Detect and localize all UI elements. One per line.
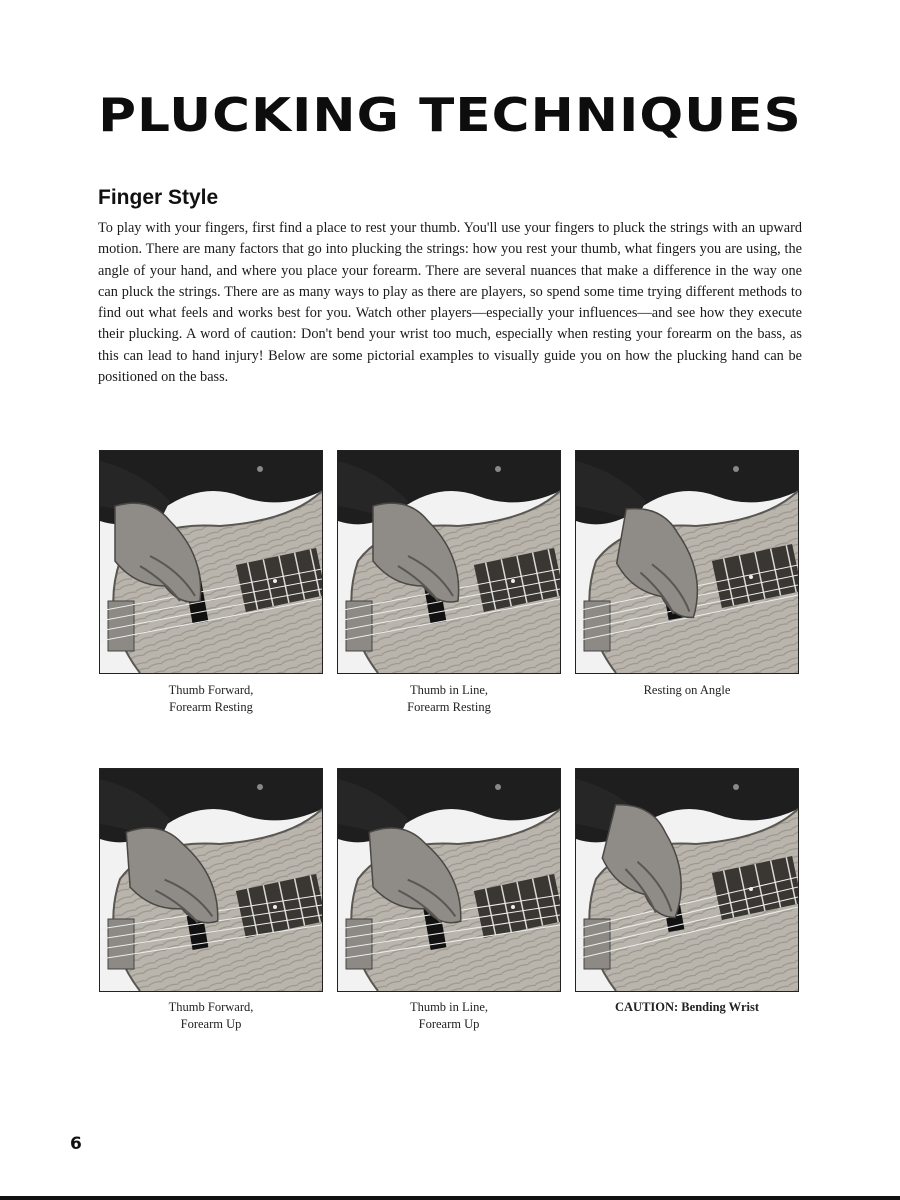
photo-resting-on-angle — [575, 450, 799, 674]
bass-photo-illustration — [338, 451, 560, 673]
section-heading: Finger Style — [98, 186, 219, 209]
photo-thumb-forward-forearm-resting — [99, 450, 323, 674]
bass-photo-illustration — [576, 769, 798, 991]
caption-line: Thumb in Line, — [409, 683, 489, 697]
photo-thumb-forward-forearm-up — [99, 768, 323, 992]
page-number: 6 — [70, 1134, 82, 1154]
caption-thumb-in-line-forearm-up — [337, 999, 561, 1033]
bottom-rule — [0, 1196, 900, 1200]
page-title: PLUCKING TECHNIQUES — [98, 88, 802, 142]
bass-photo-illustration — [100, 769, 322, 991]
caption-thumb-in-line-forearm-resting — [337, 682, 561, 716]
body-paragraph: To play with your fingers, first find a place to rest your thumb. You'll use your fingers to pluck the strings with an upward motion. There are many factors that go into plucking the strings: how you rest your thumb, what fingers you are using, the angle of your hand, and where you place your forearm. There are several nuances that make a difference in the way one can pluck the strings. There are as many ways to play as there are players, so spend some time trying different methods to find out what feels and works best for you. Watch other players—especially your influences—and see how they execute their plucking. A word of caution: Don't bend your wrist too much, especially when resting your forearm on the bass, as this can lead to hand injury! Below are some pictorial examples to visually guide you on how the plucking hand can be positioned on the bass. — [98, 220, 802, 386]
caption-caution-bending-wrist — [575, 999, 799, 1016]
caption-resting-on-angle — [575, 682, 799, 699]
caption-line: Forearm Resting — [169, 700, 253, 714]
caption-line: CAUTION: Bending Wrist — [614, 1000, 759, 1014]
caption-line: Forearm Up — [180, 1017, 242, 1031]
caption-line: Thumb in Line, — [409, 1000, 489, 1014]
photo-caution-bending-wrist — [575, 768, 799, 992]
caption-thumb-forward-forearm-up — [99, 999, 323, 1033]
bass-photo-illustration — [100, 451, 322, 673]
caption-thumb-forward-forearm-resting — [99, 682, 323, 716]
photo-thumb-in-line-forearm-resting — [337, 450, 561, 674]
caption-line: Thumb Forward, — [168, 1000, 254, 1014]
caption-line: Resting on Angle — [643, 683, 731, 697]
caption-line: Thumb Forward, — [168, 683, 254, 697]
caption-line: Forearm Resting — [407, 700, 491, 714]
caption-line: Forearm Up — [418, 1017, 480, 1031]
photo-thumb-in-line-forearm-up — [337, 768, 561, 992]
bass-photo-illustration — [338, 769, 560, 991]
bass-photo-illustration — [576, 451, 798, 673]
